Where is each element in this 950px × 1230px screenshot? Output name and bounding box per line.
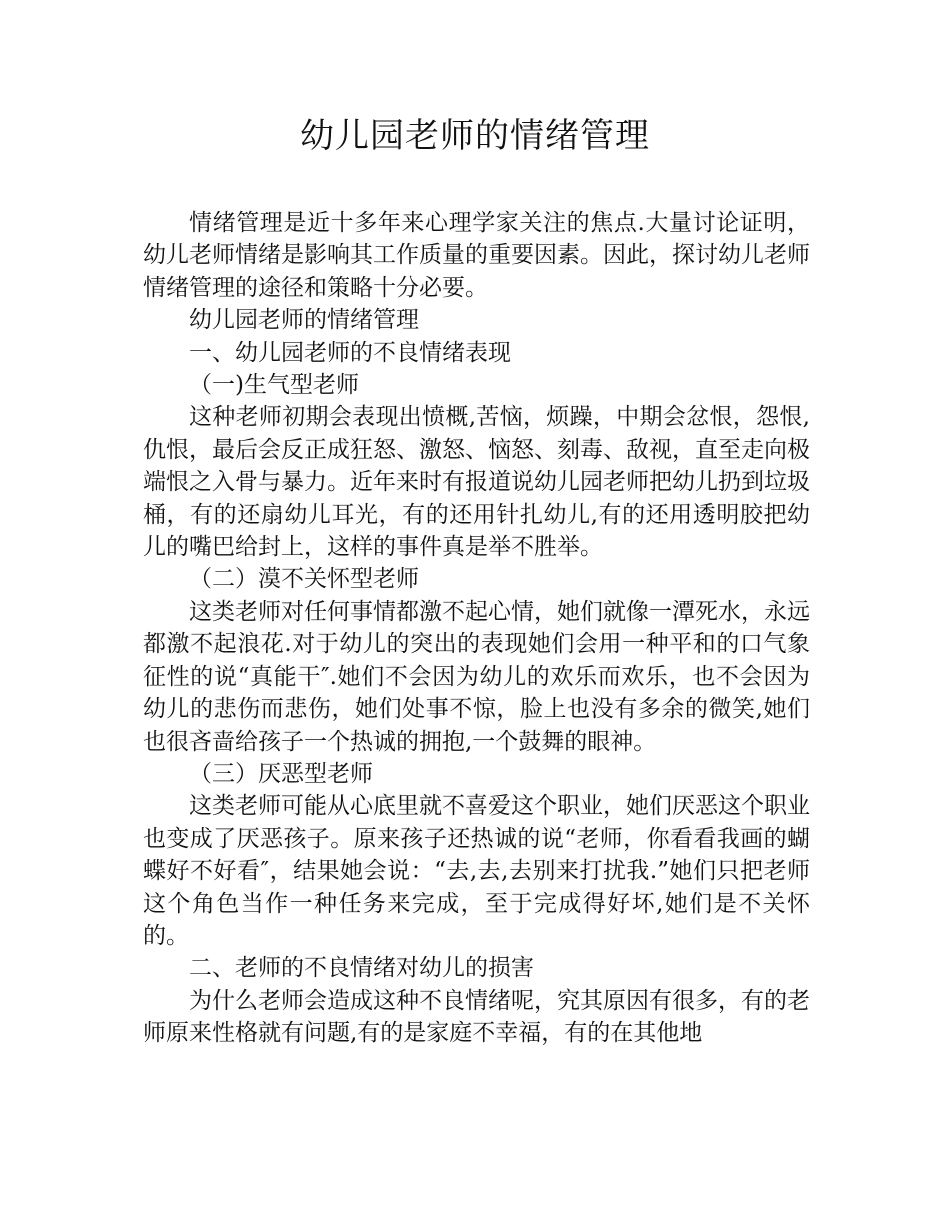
body-paragraph: 这种老师初期会表现出愤概,苦恼，烦躁，中期会忿恨，怨恨,仇恨，最后会反正成狂怒、激怒、恼怒、刻毒、敌视，直至走向极端恨之入骨与暴力。近年来时有报道说幼儿园老师把幼儿扔到垃圾桶，有的还扇幼儿耳光，有的还用针扎幼儿,有的还用透明胶把幼儿的嘴巴给封上，这样的事件真是举不胜举。 [143, 404, 810, 561]
body-paragraph: 为什么老师会造成这种不良情绪呢，究其原因有很多，有的老师原来性格就有问题,有的是家庭不幸福，有的在其他地 [143, 987, 810, 1047]
section-heading: 二、老师的不良情绪对幼儿的损害 [189, 955, 534, 982]
section-heading: 幼儿园老师的情绪管理 [189, 307, 419, 334]
document-title: 幼儿园老师的情绪管理 [300, 116, 650, 156]
subsection-heading: （一)生气型老师 [189, 372, 359, 399]
intro-paragraph: 情绪管理是近十多年来心理学家关注的焦点.大量讨论证明，幼儿老师情绪是影响其工作质量的重要因素。因此，探讨幼儿老师情绪管理的途径和策略十分必要。 [143, 210, 810, 301]
section-heading: 一、幼儿园老师的不良情绪表现 [189, 339, 511, 366]
body-paragraph: 这类老师对任何事情都激不起心情，她们就像一潭死水，永远都激不起浪花.对于幼儿的突出的表现她们会用一种平和的口气象征性的说“真能干″.她们不会因为幼儿的欢乐而欢乐，也不会因为幼儿的悲伤而悲伤，她们处事不惊，脸上也没有多余的微笑,她们也很吝啬给孩子一个热诚的拥抱,一个鼓舞的眼神。 [143, 598, 810, 755]
subsection-heading: （三）厌恶型老师 [189, 760, 373, 787]
subsection-heading: （二）漠不关怀型老师 [189, 566, 419, 593]
document-body [143, 207, 810, 1050]
body-paragraph: 这类老师可能从心底里就不喜爱这个职业，她们厌恶这个职业也变成了厌恶孩子。原来孩子还热诚的说“老师，你看看我画的蝴蝶好不好看″，结果她会说：“去,去,去别来打扰我.”她们只把老师这个角色当作一种任务来完成，至于完成得好坏,她们是不关怀的。 [143, 793, 810, 949]
